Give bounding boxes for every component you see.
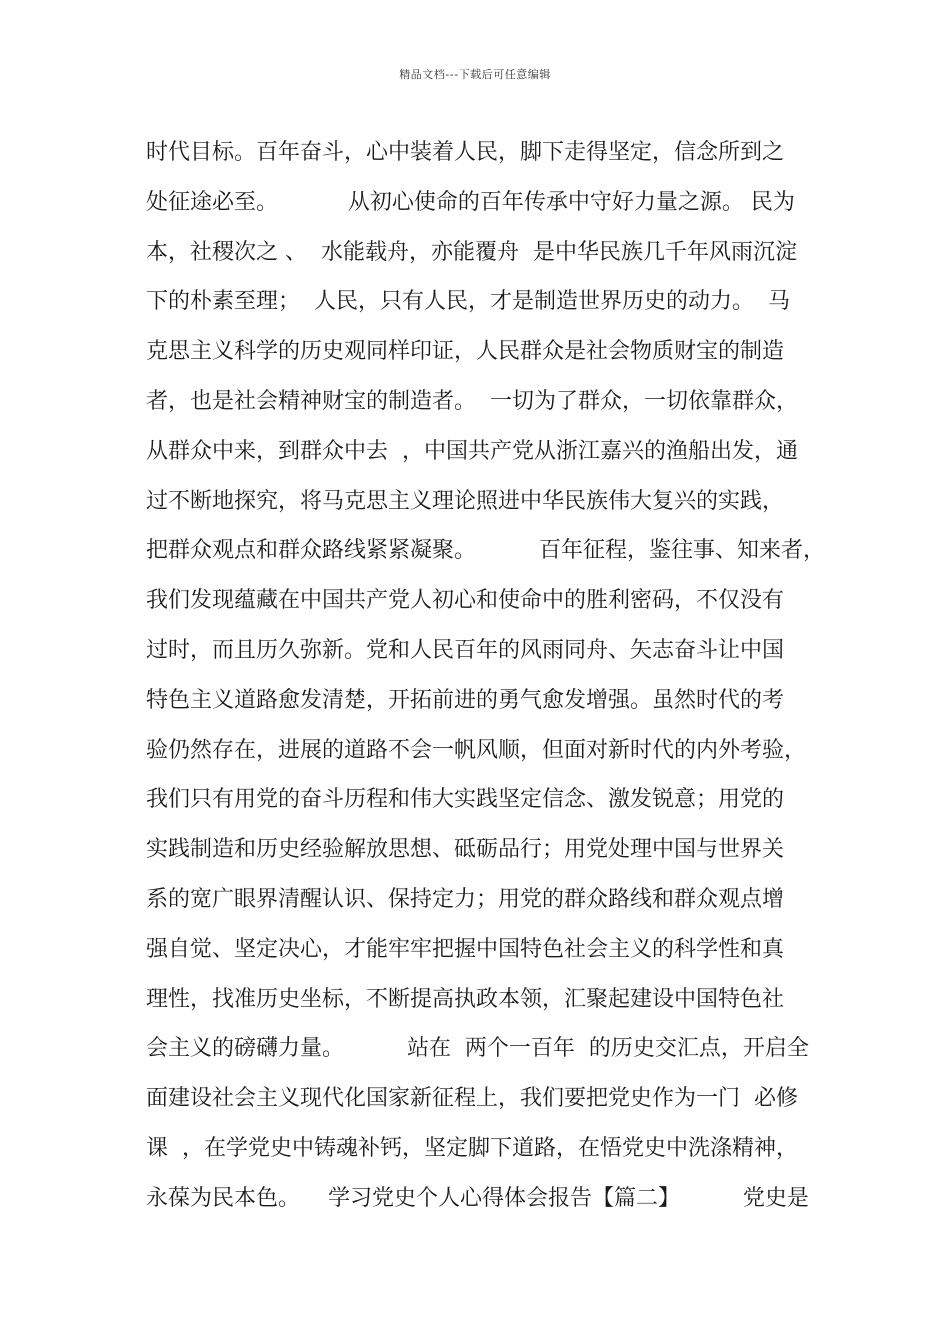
text-line: 课 ，在学党史中铸魂补钙，坚定脚下道路，在悟党史中洗涤精神， <box>146 1135 798 1161</box>
text-line: 处征途必至。 从初心使命的百年传承中守好力量之源。 民为 <box>146 189 795 215</box>
text-line: 过不断地探究，将马克思主义理论照进中华民族伟大复兴的实践， <box>146 488 785 514</box>
text-line: 从群众中来，到群众中去 ，中国共产党从浙江嘉兴的渔船出发，通 <box>146 438 798 464</box>
text-line: 我们只有用党的奋斗历程和伟大实践坚定信念、激发锐意；用党的 <box>146 787 785 813</box>
text-line: 者，也是社会精神财宝的制造者。 一切为了群众，一切依靠群众， <box>146 388 798 414</box>
document-body <box>146 128 826 1224</box>
text-line: 时代目标。百年奋斗，心中装着人民，脚下走得坚定，信念所到之 <box>146 140 785 165</box>
text-line: 实践制造和历史经验解放思想、砥砺品行；用党处理中国与世界关 <box>146 837 785 863</box>
text-line: 理性，找准历史坐标，不断提高执政本领，汇聚起建设中国特色社 <box>146 986 785 1012</box>
text-line: 面建设社会主义现代化国家新征程上，我们要把党史作为一门 必修 <box>146 1086 798 1112</box>
text-line: 下的朴素至理； 人民，只有人民，才是制造世界历史的动力。 马 <box>146 289 790 315</box>
text-line: 系的宽广眼界清醒认识、保持定力；用党的群众路线和群众观点增 <box>146 886 785 912</box>
text-line: 克思主义科学的历史观同样印证，人民群众是社会物质财宝的制造 <box>146 339 785 365</box>
page-header: 精品文档---下载后可任意编辑 <box>399 68 551 81</box>
text-line: 永葆为民本色。 学习党史个人心得体会报告【篇二】 党史是 <box>146 1185 809 1211</box>
text-line: 过时，而且历久弥新。党和人民百年的风雨同舟、矢志奋斗让中国 <box>146 637 785 663</box>
text-line: 本，社稷次之 、 水能载舟，亦能覆舟 是中华民族几千年风雨沉淀 <box>146 239 797 265</box>
text-line: 特色主义道路愈发清楚，开拓前进的勇气愈发增强。虽然时代的考 <box>146 687 785 713</box>
text-line: 我们发现蕴藏在中国共产党人初心和使命中的胜利密码，不仅没有 <box>146 588 785 614</box>
text-line: 会主义的磅礴力量。 站在 两个一百年 的历史交汇点，开启全 <box>146 1036 809 1062</box>
text-line: 验仍然存在，进展的道路不会一帆风顺，但面对新时代的内外考验， <box>146 737 807 763</box>
text-line: 强自觉、坚定决心，才能牢牢把握中国特色社会主义的科学性和真 <box>146 936 785 962</box>
text-line: 把群众观点和群众路线紧紧凝聚。 百年征程，鉴往事、知来者， <box>146 538 825 564</box>
